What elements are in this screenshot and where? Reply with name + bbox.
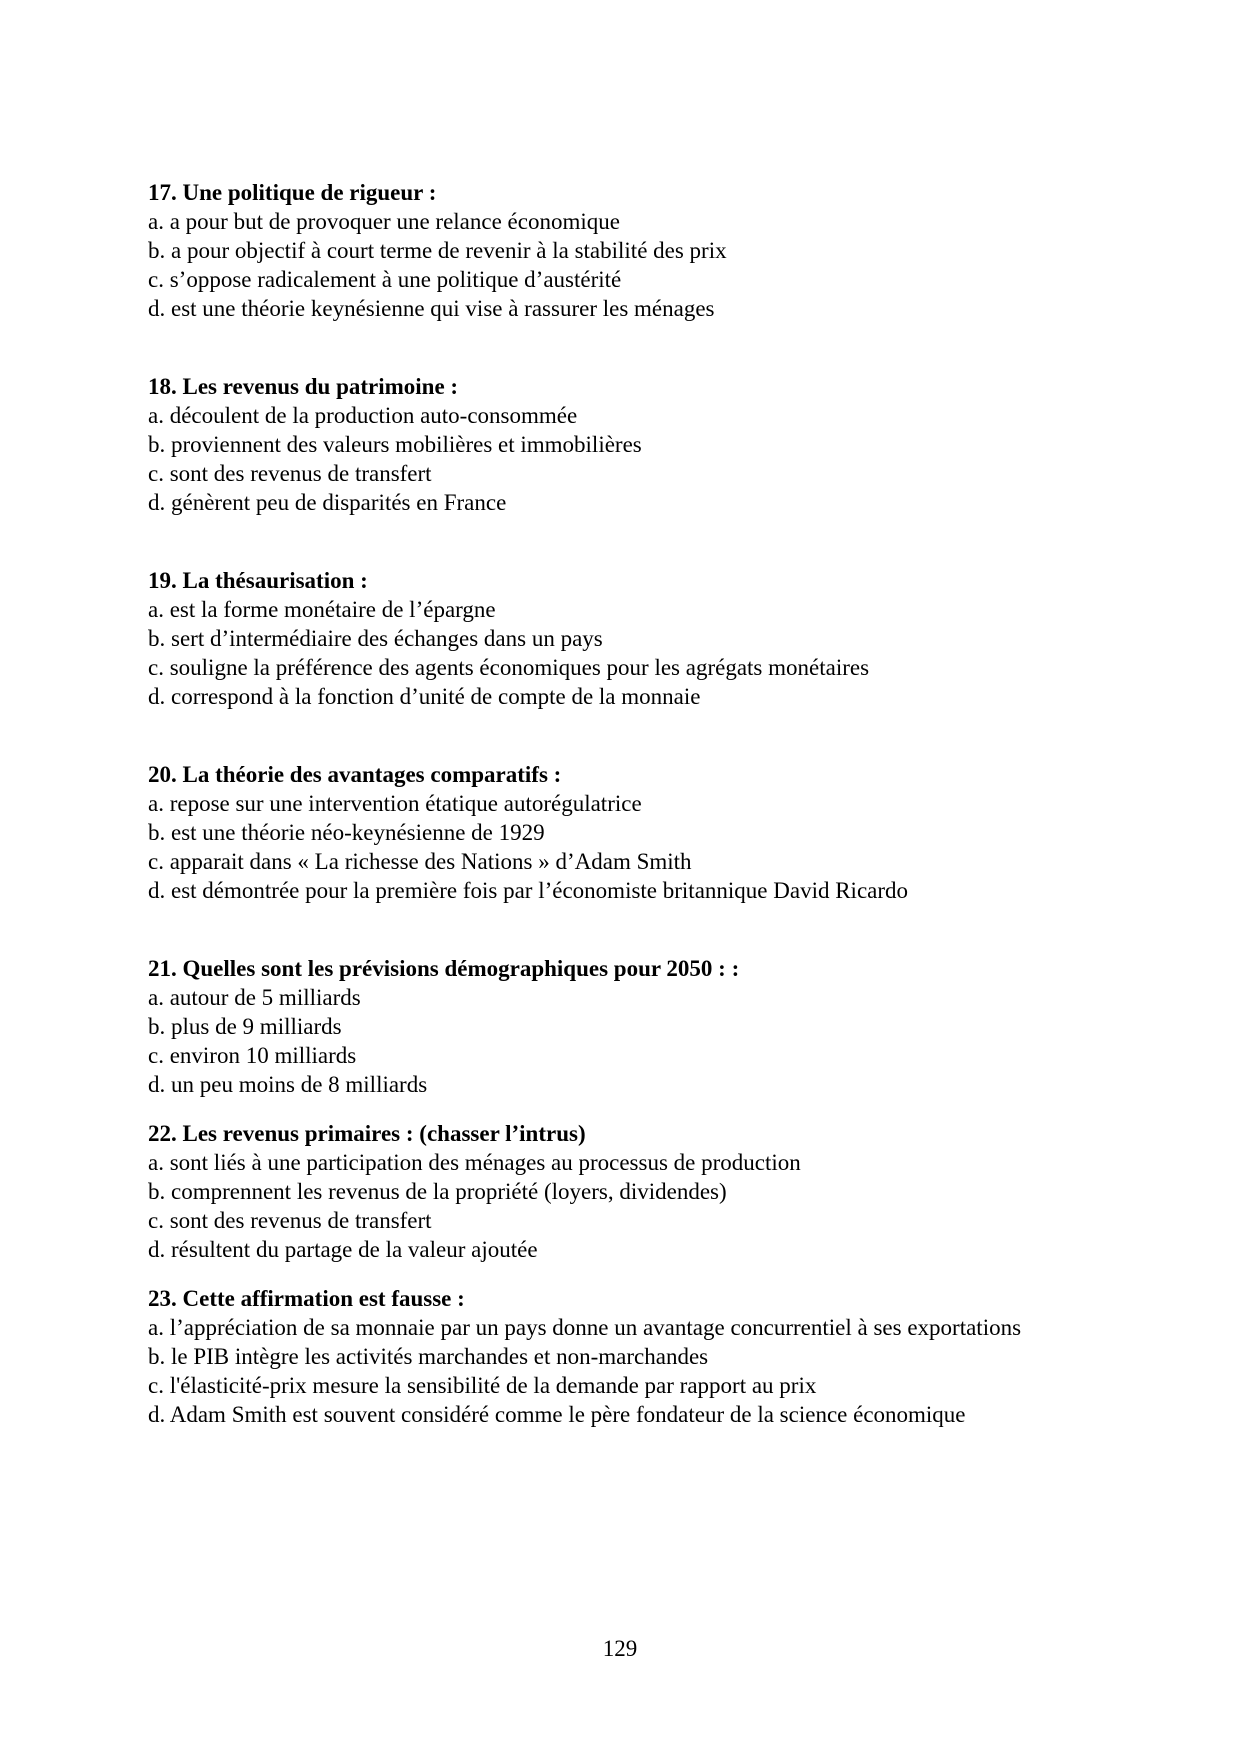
answer-option-b: b. proviennent des valeurs mobilières et immobilières (148, 432, 642, 457)
answer-options (148, 983, 1108, 1099)
answer-option-b: b. plus de 9 milliards (148, 1014, 342, 1039)
question-20 (148, 760, 1108, 905)
answer-option-d: d. Adam Smith est souvent considéré comme le père fondateur de la science économique (148, 1402, 966, 1427)
answer-option-c: c. s’oppose radicalement à une politique d’austérité (148, 267, 622, 292)
answer-option-b: b. est une théorie néo-keynésienne de 1929 (148, 820, 545, 845)
answer-option-c: c. apparait dans « La richesse des Nations » d’Adam Smith (148, 849, 692, 874)
question-19 (148, 566, 1108, 711)
answer-option-d: d. génèrent peu de disparités en France (148, 490, 507, 515)
answer-option-a: a. autour de 5 milliards (148, 985, 361, 1010)
answer-option-d: d. est démontrée pour la première fois par l’économiste britannique David Ricardo (148, 878, 909, 903)
answer-option-c: c. l'élasticité-prix mesure la sensibilité de la demande par rapport au prix (148, 1373, 817, 1398)
answer-option-c: c. environ 10 milliards (148, 1043, 357, 1068)
question-title: 18. Les revenus du patrimoine : (148, 374, 459, 399)
answer-options (148, 1313, 1108, 1429)
answer-option-d: d. un peu moins de 8 milliards (148, 1072, 428, 1097)
question-17 (148, 178, 1108, 323)
answer-options (148, 595, 1108, 711)
answer-options (148, 207, 1108, 323)
answer-option-c: c. sont des revenus de transfert (148, 1208, 432, 1233)
document-page (148, 178, 1108, 1429)
answer-option-c: c. souligne la préférence des agents économiques pour les agrégats monétaires (148, 655, 870, 680)
question-title: 22. Les revenus primaires : (chasser l’intrus) (148, 1121, 586, 1146)
question-title: 17. Une politique de rigueur : (148, 180, 437, 205)
question-21 (148, 954, 1108, 1099)
question-23 (148, 1284, 1108, 1429)
question-title: 23. Cette affirmation est fausse : (148, 1286, 465, 1311)
answer-option-a: a. sont liés à une participation des ménages au processus de production (148, 1150, 801, 1175)
answer-option-d: d. résultent du partage de la valeur ajoutée (148, 1237, 538, 1262)
answer-option-b: b. le PIB intègre les activités marchandes et non-marchandes (148, 1344, 709, 1369)
answer-option-d: d. est une théorie keynésienne qui vise à rassurer les ménages (148, 296, 715, 321)
answer-options (148, 1148, 1108, 1264)
answer-option-c: c. sont des revenus de transfert (148, 461, 432, 486)
answer-option-a: a. repose sur une intervention étatique autorégulatrice (148, 791, 642, 816)
question-18 (148, 372, 1108, 517)
answer-option-a: a. a pour but de provoquer une relance économique (148, 209, 620, 234)
question-title: 21. Quelles sont les prévisions démographiques pour 2050 : : (148, 956, 740, 981)
answer-option-d: d. correspond à la fonction d’unité de compte de la monnaie (148, 684, 701, 709)
answer-option-b: b. comprennent les revenus de la propriété (loyers, dividendes) (148, 1179, 727, 1204)
page-number: 129 (602, 1636, 638, 1661)
answer-options (148, 401, 1108, 517)
answer-option-a: a. découlent de la production auto-consommée (148, 403, 578, 428)
question-22 (148, 1119, 1108, 1264)
answer-option-a: a. l’appréciation de sa monnaie par un pays donne un avantage concurrentiel à ses exportations (148, 1315, 1022, 1340)
question-title: 19. La thésaurisation : (148, 568, 368, 593)
answer-option-a: a. est la forme monétaire de l’épargne (148, 597, 496, 622)
question-title: 20. La théorie des avantages comparatifs : (148, 762, 562, 787)
answer-options (148, 789, 1108, 905)
answer-option-b: b. sert d’intermédiaire des échanges dans un pays (148, 626, 603, 651)
answer-option-b: b. a pour objectif à court terme de revenir à la stabilité des prix (148, 238, 727, 263)
